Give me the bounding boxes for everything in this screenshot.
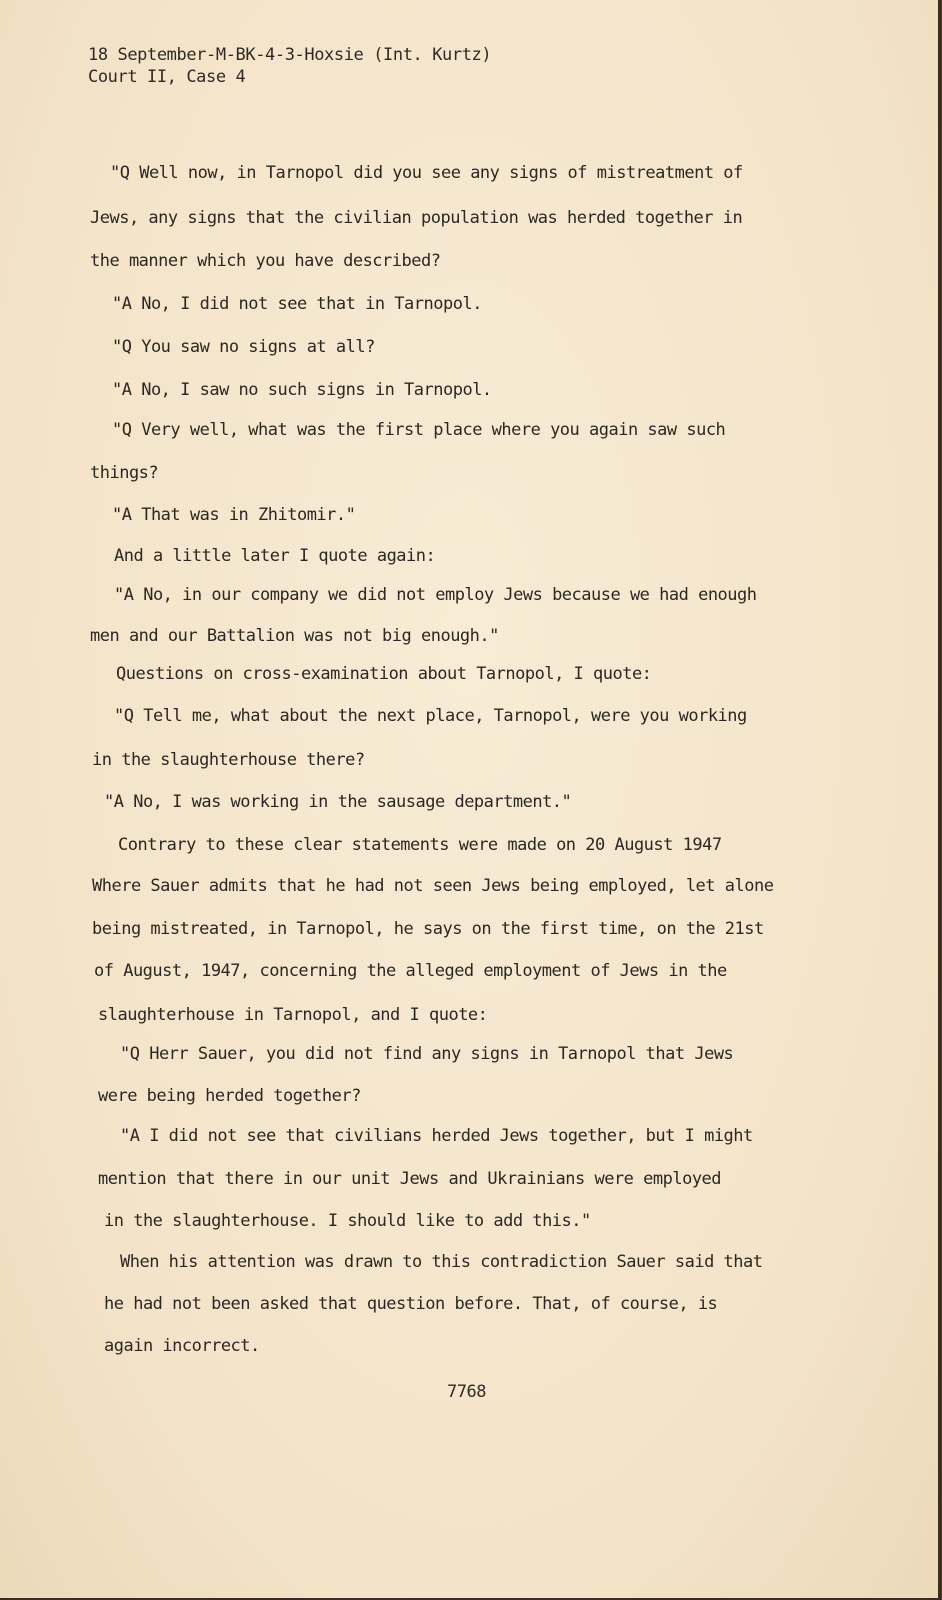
text-line: "A That was in Zhitomir." bbox=[112, 505, 356, 525]
text-line: "Q Herr Sauer, you did not find any signs in Tarnopol that Jews bbox=[120, 1044, 734, 1064]
text-line: And a little later I quote again: bbox=[114, 546, 436, 566]
text-line: men and our Battalion was not big enough." bbox=[90, 626, 499, 646]
text-line: things? bbox=[90, 463, 159, 483]
text-line: "Q You saw no signs at all? bbox=[112, 337, 375, 357]
header-line-2: Court II, Case 4 bbox=[88, 67, 246, 87]
text-line: "Q Tell me, what about the next place, Tarnopol, were you working bbox=[114, 706, 747, 726]
text-line: "Q Very well, what was the first place where you again saw such bbox=[112, 420, 726, 440]
text-line: slaughterhouse in Tarnopol, and I quote: bbox=[98, 1005, 488, 1025]
text-line: in the slaughterhouse. I should like to add this." bbox=[104, 1211, 591, 1231]
text-line: Questions on cross-examination about Tarnopol, I quote: bbox=[116, 664, 652, 684]
text-line: Where Sauer admits that he had not seen Jews being employed, let alone bbox=[92, 876, 774, 896]
text-line: again incorrect. bbox=[104, 1336, 260, 1356]
text-line: "A No, I was working in the sausage department." bbox=[104, 792, 572, 812]
text-line: Contrary to these clear statements were made on 20 August 1947 bbox=[118, 835, 722, 855]
text-line: "A I did not see that civilians herded Jews together, but I might bbox=[120, 1126, 753, 1146]
text-line: mention that there in our unit Jews and Ukrainians were employed bbox=[98, 1169, 722, 1189]
text-line: being mistreated, in Tarnopol, he says on the first time, on the 21st bbox=[92, 919, 764, 939]
text-line: "A No, I did not see that in Tarnopol. bbox=[112, 294, 482, 314]
text-line: When his attention was drawn to this contradiction Sauer said that bbox=[120, 1252, 763, 1272]
page-number: 7768 bbox=[447, 1382, 486, 1402]
text-line: in the slaughterhouse there? bbox=[92, 750, 365, 770]
text-line: of August, 1947, concerning the alleged employment of Jews in the bbox=[94, 961, 727, 981]
text-line: the manner which you have described? bbox=[90, 251, 441, 271]
text-line: "A No, in our company we did not employ Jews because we had enough bbox=[114, 585, 757, 605]
document-header bbox=[88, 44, 491, 88]
header-line-1: 18 September-M-BK-4-3-Hoxsie (Int. Kurtz) bbox=[88, 45, 492, 65]
text-line: "Q Well now, in Tarnopol did you see any signs of mistreatment of bbox=[110, 163, 743, 183]
text-line: he had not been asked that question before. That, of course, is bbox=[104, 1294, 718, 1314]
text-line: were being herded together? bbox=[98, 1086, 361, 1106]
text-line: Jews, any signs that the civilian population was herded together in bbox=[90, 208, 743, 228]
text-line: "A No, I saw no such signs in Tarnopol. bbox=[112, 380, 492, 400]
